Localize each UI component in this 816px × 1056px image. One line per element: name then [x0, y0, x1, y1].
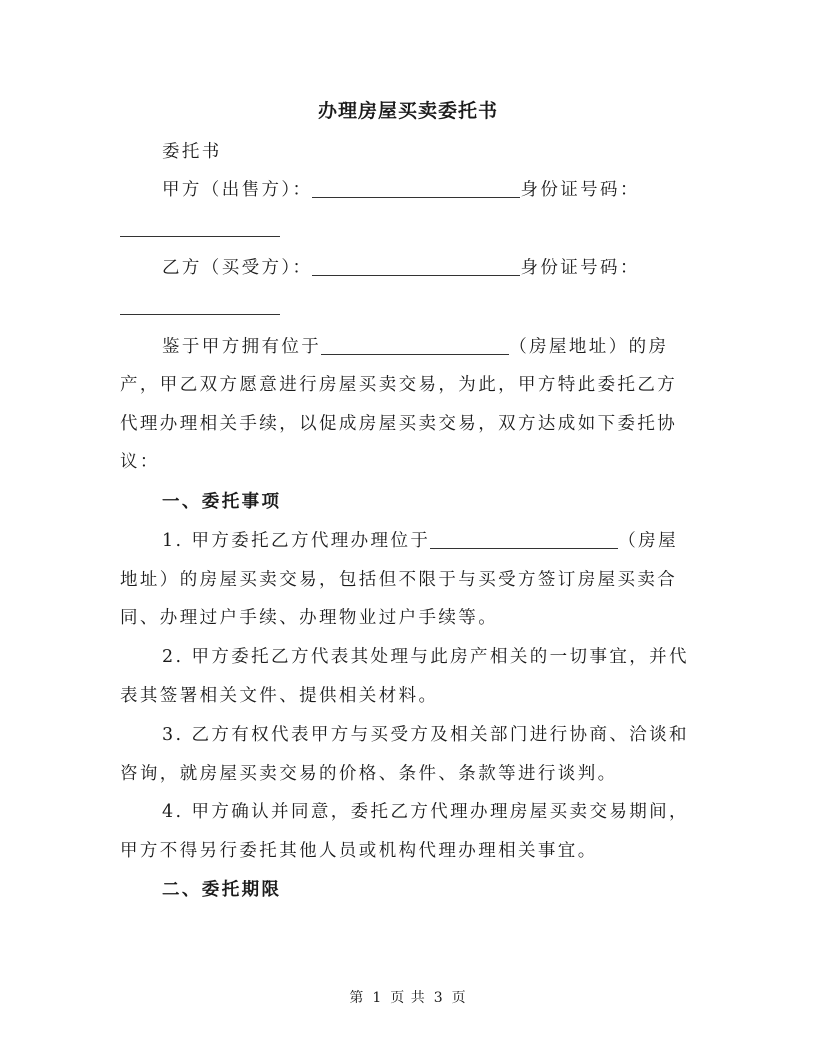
party-a-line: [162, 178, 702, 202]
page-footer: [0, 987, 816, 1007]
party-a-id-blank: [120, 236, 280, 237]
item-1-line-2: 地址）的房屋买卖交易，包括但不限于与买受方签订房屋买卖合: [120, 570, 678, 590]
item-2-line-2: 表其签署相关文件、提供相关材料。: [120, 686, 439, 706]
item-1-address-blank: [430, 530, 618, 549]
party-b-id-blank: [120, 314, 280, 315]
section-2-title: 二、委托期限: [162, 880, 282, 900]
party-b-label: 乙方（买受方）：: [162, 258, 313, 278]
footer-prefix: 第: [349, 990, 365, 1006]
party-b-id-label: 身份证号码：: [520, 258, 640, 278]
item-1-text-1: 1. 甲方委托乙方代理办理位于: [162, 531, 431, 551]
item-2-line-1: 2. 甲方委托乙方代表其处理与此房产相关的一切事宜，并代: [162, 647, 689, 667]
item-1-line-1: [162, 529, 702, 553]
item-1-line-3: 同、办理过户手续、办理物业过户手续等。: [120, 608, 499, 628]
item-3-line-2: 咨询，就房屋买卖交易的价格、条件、条款等进行谈判。: [120, 764, 618, 784]
item-4-line-1: 4. 甲方确认并同意，委托乙方代理办理房屋买卖交易期间，: [162, 802, 689, 822]
party-a-id-label: 身份证号码：: [520, 180, 640, 200]
intro-line-4: 议：: [120, 452, 160, 472]
footer-page-number: 1: [372, 990, 383, 1006]
intro-text-2: （房屋地址）的房: [509, 337, 669, 357]
footer-mid: 页 共: [390, 990, 426, 1006]
property-address-blank: [321, 336, 509, 355]
party-b-line: [162, 256, 702, 280]
footer-total-pages: 3: [433, 990, 444, 1006]
footer-suffix: 页: [451, 990, 467, 1006]
intro-text-1: 鉴于甲方拥有位于: [162, 337, 322, 357]
party-b-name-blank: [312, 257, 520, 276]
document-title: 办理房屋买卖委托书: [317, 100, 498, 122]
section-1-title: 一、委托事项: [162, 492, 282, 512]
item-3-line-1: 3. 乙方有权代表甲方与买受方及相关部门进行协商、洽谈和: [162, 725, 689, 745]
party-a-label: 甲方（出售方）：: [162, 180, 313, 200]
item-4-line-2: 甲方不得另行委托其他人员或机构代理办理相关事宜。: [120, 841, 598, 861]
intro-line-1: [162, 335, 702, 359]
intro-line-3: 代理办理相关手续，以促成房屋买卖交易，双方达成如下委托协: [120, 414, 678, 434]
party-a-name-blank: [312, 179, 520, 198]
item-1-text-2: （房屋: [618, 531, 678, 551]
intro-line-2: 产，甲乙双方愿意进行房屋买卖交易，为此，甲方特此委托乙方: [120, 375, 678, 395]
document-heading: 委托书: [162, 142, 222, 162]
